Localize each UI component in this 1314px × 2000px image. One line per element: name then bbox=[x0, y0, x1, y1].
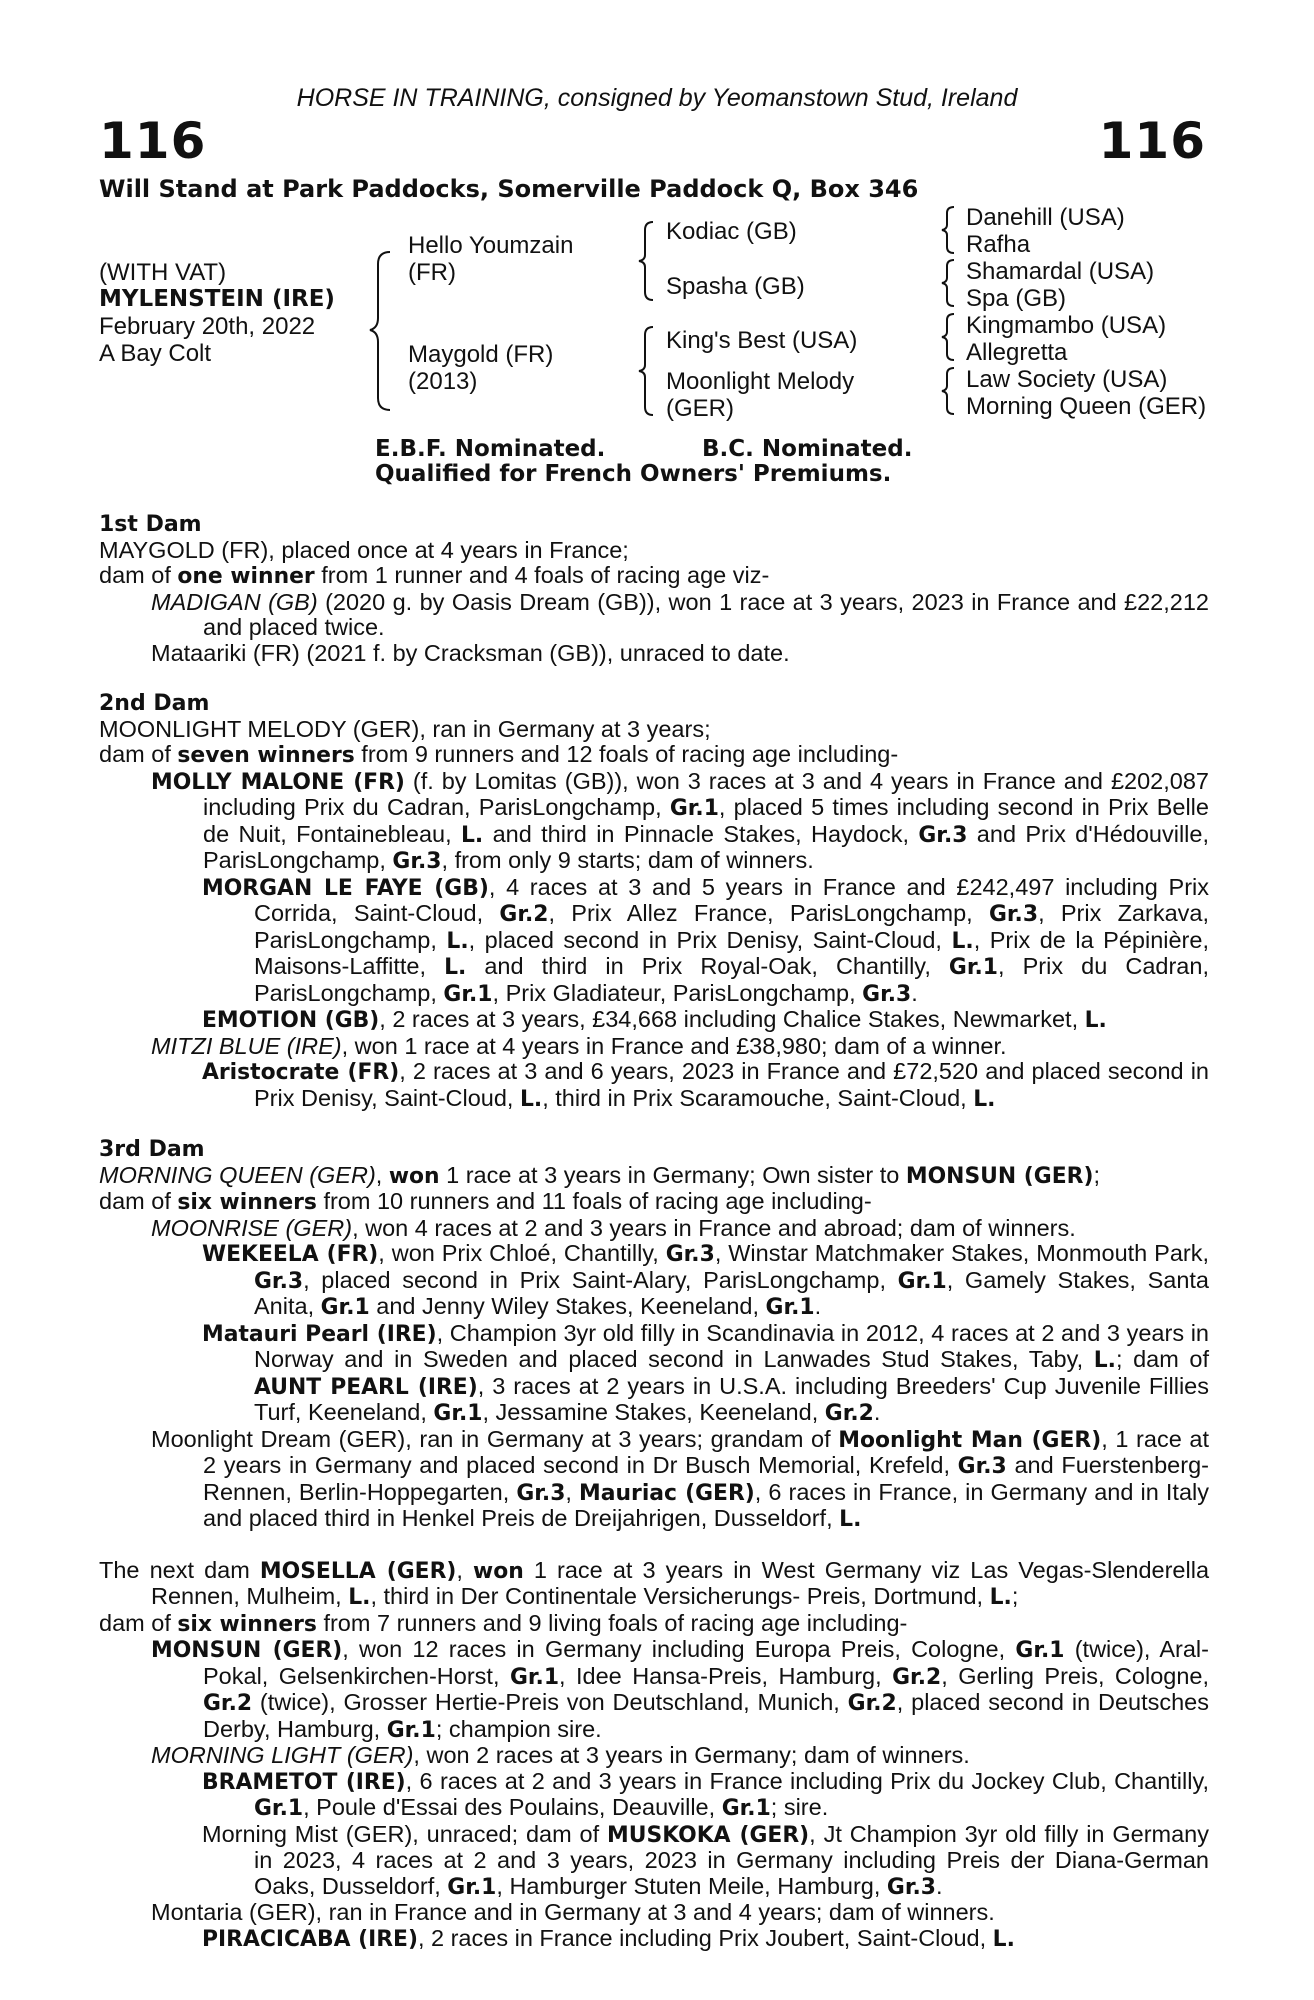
french-premiums: Qualified for French Owners' Premiums. bbox=[375, 461, 892, 487]
stand-location: Will Stand at Park Paddocks, Somerville Paddock Q, Box 346 bbox=[99, 175, 919, 203]
third-dam-line: MORNING QUEEN (GER), won 1 race at 3 years in Germany; Own sister to MONSUN (GER); bbox=[99, 1161, 1100, 1189]
pedigree-dd bbox=[666, 368, 854, 422]
pedigree-brace-ds bbox=[940, 312, 958, 362]
pedigree-sire bbox=[408, 232, 573, 286]
second-dam-line: MOONLIGHT MELODY (GER), ran in Germany at 3 years; bbox=[99, 715, 711, 742]
section-heading: 3rd Dam bbox=[99, 1137, 205, 1162]
lot-number-right: 116 bbox=[1098, 112, 1206, 170]
produce-entry: MONSUN (GER), won 12 races in Germany including Europa Preis, Cologne, Gr.1 (twice), Aral-Pokal, Gelsenkirchen-Horst, Gr.1, Idee Hansa-Preis, Hamburg, Gr.2, Gerling Preis, Cologne, Gr.2 (twice), Grosser Hertie-Preis von Deutschland, Munich, Gr.2, placed second in Deutsches Derby, Hamburg, Gr.1; champion sire. bbox=[151, 1636, 1210, 1743]
pedigree-ss: Kodiac (GB) bbox=[666, 218, 797, 245]
horse-description: A Bay Colt bbox=[99, 340, 212, 367]
vat-note: (WITH VAT) bbox=[99, 259, 227, 286]
dd-name: Moonlight Melody bbox=[666, 368, 855, 395]
produce-entry: Matauri Pearl (IRE), Champion 3yr old filly in Scandinavia in 2012, 4 races at 2 and 3 years in Norway and in Sweden and placed second in Lanwades Stud Stakes, Taby, L.; dam of AUNT PEARL (IRE), 3 races at 2 years in U.S.A. including Breeders' Cup Juvenile Fillies Turf, Keeneland, Gr.1, Jessamine Stakes, Keeneland, Gr.2. bbox=[202, 1319, 1209, 1426]
dam-name: Maygold (FR) bbox=[408, 341, 554, 368]
pedigree-ssd: Rafha bbox=[966, 231, 1031, 258]
pedigree-brace-sire bbox=[637, 220, 657, 302]
produce-entry: EMOTION (GB), 2 races at 3 years, £34,668 including Chalice Stakes, Newmarket, L. bbox=[202, 1006, 1107, 1033]
pedigree-sd: Spasha (GB) bbox=[666, 273, 805, 300]
sire-name: Hello Youmzain bbox=[408, 232, 574, 259]
produce-entry: MADIGAN (GB) (2020 g. by Oasis Dream (GB)), won 1 race at 3 years, 2023 in France and £22,212 and placed twice. bbox=[151, 588, 1209, 640]
produce-entry: Morning Mist (GER), unraced; dam of MUSKOKA (GER), Jt Champion 3yr old filly in Germany in 2023, 4 races at 2 and 3 years, 2023 in Germany including Preis der Diana-German Oaks, Dusseldorf, Gr.1, Hamburger Stuten Meile, Hamburg, Gr.3. bbox=[202, 1820, 1210, 1900]
produce-entry: Mataariki (FR) (2021 f. by Cracksman (GB)), unraced to date. bbox=[151, 639, 790, 666]
pedigree-sss: Danehill (USA) bbox=[966, 204, 1125, 231]
produce-entry: MOONRISE (GER), won 4 races at 2 and 3 years in France and abroad; dam of winners. bbox=[151, 1214, 1076, 1241]
section-heading: 1st Dam bbox=[99, 512, 202, 537]
pedigree-brace-ss bbox=[940, 205, 958, 255]
pedigree-brace-main bbox=[368, 250, 398, 412]
first-dam-produce-line: dam of one winner from 1 runner and 4 foals of racing age viz- bbox=[99, 562, 770, 589]
pedigree-brace-dd bbox=[940, 366, 958, 416]
section-heading: 2nd Dam bbox=[99, 691, 210, 716]
produce-entry: PIRACICABA (IRE), 2 races in France including Prix Joubert, Saint-Cloud, L. bbox=[202, 1924, 1015, 1952]
ebf-nomination: E.B.F. Nominated. bbox=[375, 436, 606, 462]
next-dam-line: The next dam MOSELLA (GER), won 1 race at 3 years in West Germany viz Las Vegas-Slenderella Rennen, Mulheim, L., third in Der Continentale Versicherungs- Preis, Dortmund, L.; bbox=[99, 1556, 1210, 1610]
produce-entry: MORGAN LE FAYE (GB), 4 races at 3 and 5 years in France and £242,497 including Prix Corrida, Saint-Cloud, Gr.2, Prix Allez France, ParisLongchamp, Gr.3, Prix Zarkava, ParisLongchamp, L., placed second in Prix Denisy, Saint-Cloud, L., Prix de la Pépinière, Maisons-Laffitte, L. and third in Prix Royal-Oak, Chantilly, Gr.1, Prix du Cadran, ParisLongchamp, Gr.1, Prix Gladiateur, ParisLongchamp, Gr.3. bbox=[202, 873, 1209, 1007]
horse-dob: February 20th, 2022 bbox=[99, 313, 316, 340]
dam-year: (2013) bbox=[408, 368, 478, 395]
horse-identity bbox=[99, 259, 335, 367]
first-dam-section bbox=[99, 512, 1209, 666]
pedigree-sdd: Spa (GB) bbox=[966, 285, 1067, 312]
dd-country: (GER) bbox=[666, 395, 734, 422]
bc-nomination: B.C. Nominated. bbox=[702, 436, 913, 462]
produce-entry: MOLLY MALONE (FR) (f. by Lomitas (GB)), won 3 races at 3 and 4 years in France and £202,087 including Prix du Cadran, ParisLongchamp, Gr.1, placed 5 times including second in Prix Belle de Nuit, Fontainebleau, L. and third in Pinnacle Stakes, Haydock, Gr.3 and Prix d'Hédouville, ParisLongchamp, Gr.3, from only 9 starts; dam of winners. bbox=[151, 767, 1209, 874]
third-dam-produce-line: dam of six winners from 10 runners and 11 foals of racing age including- bbox=[99, 1188, 872, 1215]
sire-country: (FR) bbox=[408, 259, 456, 286]
produce-entry: Moonlight Dream (GER), ran in Germany at 3 years; grandam of Moonlight Man (GER), 1 race at 2 years in Germany and placed second in Dr Busch Memorial, Krefeld, Gr.3 and Fuerstenberg-Rennen, Berlin-Hoppegarten, Gr.3, Mauriac (GER), 6 races in France, in Germany and in Italy and placed third in Henkel Preis de Dreijahrigen, Dusseldorf, L. bbox=[151, 1425, 1209, 1532]
pedigree-sds: Shamardal (USA) bbox=[966, 258, 1155, 285]
pedigree-brace-dam bbox=[637, 325, 657, 417]
third-dam-section bbox=[99, 1137, 1209, 1533]
produce-entry: Aristocrate (FR), 2 races at 3 and 6 years, 2023 in France and £72,520 and placed second in Prix Denisy, Saint-Cloud, L., third in Prix Scaramouche, Saint-Cloud, L. bbox=[202, 1058, 1210, 1112]
produce-entry: Montaria (GER), ran in France and in Germany at 3 and 4 years; dam of winners. bbox=[151, 1899, 995, 1925]
first-dam-line: MAYGOLD (FR), placed once at 4 years in France; bbox=[99, 536, 629, 563]
pedigree-dds: Law Society (USA) bbox=[966, 366, 1168, 393]
pedigree-ds: King's Best (USA) bbox=[666, 327, 858, 354]
horse-name: MYLENSTEIN (IRE) bbox=[99, 286, 335, 312]
pedigree-ddd: Morning Queen (GER) bbox=[966, 393, 1207, 420]
next-dam-produce-line: dam of six winners from 7 runners and 9 living foals of racing age including- bbox=[99, 1609, 908, 1637]
produce-entry: BRAMETOT (IRE), 6 races at 2 and 3 years in France including Prix du Jockey Club, Chantilly, Gr.1, Poule d'Essai des Poulains, Deauville, Gr.1; sire. bbox=[202, 1767, 1209, 1821]
produce-entry: MITZI BLUE (IRE), won 1 race at 4 years in France and £38,980; dam of a winner. bbox=[151, 1032, 1007, 1059]
consignor-line: HORSE IN TRAINING, consigned by Yeomanstown Stud, Ireland bbox=[296, 84, 1018, 112]
produce-entry: MORNING LIGHT (GER), won 2 races at 3 years in Germany; dam of winners. bbox=[151, 1742, 970, 1768]
next-dam-section bbox=[99, 1558, 1209, 1953]
pedigree-dam bbox=[408, 341, 553, 395]
pedigree-dss: Kingmambo (USA) bbox=[966, 312, 1167, 339]
lot-number-left: 116 bbox=[99, 112, 207, 170]
pedigree-dsd: Allegretta bbox=[966, 339, 1068, 366]
pedigree-brace-sd bbox=[940, 258, 958, 308]
produce-entry: WEKEELA (FR), won Prix Chloé, Chantilly, Gr.3, Winstar Matchmaker Stakes, Monmouth Park, Gr.3, placed second in Prix Saint-Alary, ParisLongchamp, Gr.1, Gamely Stakes, Santa Anita, Gr.1 and Jenny Wiley Stakes, Keeneland, Gr.1. bbox=[202, 1240, 1209, 1320]
second-dam-section bbox=[99, 691, 1209, 1112]
second-dam-produce-line: dam of seven winners from 9 runners and 12 foals of racing age including- bbox=[99, 741, 899, 768]
catalogue-body bbox=[99, 512, 1209, 1952]
pedigree-gen3 bbox=[966, 204, 1206, 420]
